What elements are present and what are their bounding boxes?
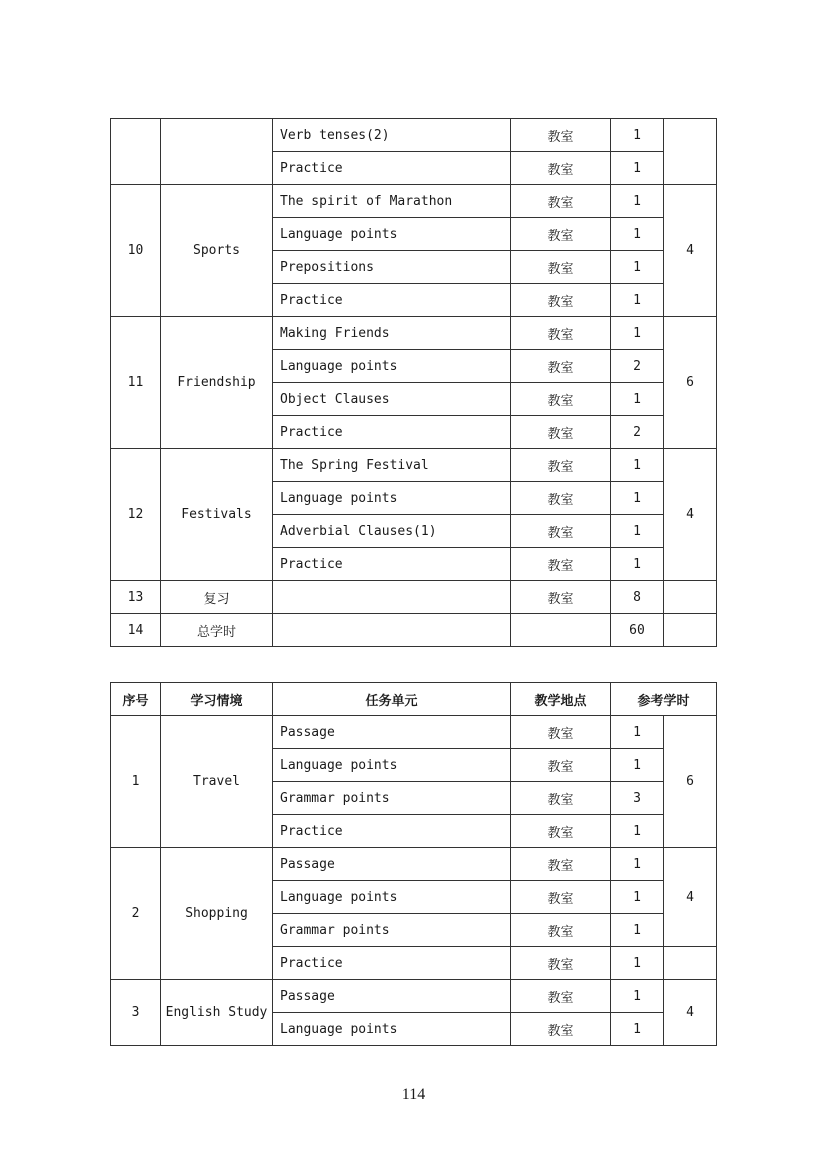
location-cell: 教室	[511, 350, 611, 383]
task-cell: Passage	[273, 980, 511, 1013]
task-cell: Language points	[273, 482, 511, 515]
location-cell: 教室	[511, 749, 611, 782]
review-row	[111, 581, 717, 614]
task-cell: Practice	[273, 815, 511, 848]
hours-cell: 8	[611, 581, 664, 614]
location-cell: 教室	[511, 449, 611, 482]
no-cell: 1	[111, 716, 161, 848]
scenario-cell: English Study	[161, 980, 273, 1046]
hours-cell: 1	[611, 152, 664, 185]
location-cell: 教室	[511, 482, 611, 515]
hours-cell: 1	[611, 251, 664, 284]
location-cell: 教室	[511, 515, 611, 548]
location-cell: 教室	[511, 914, 611, 947]
task-cell: The Spring Festival	[273, 449, 511, 482]
no-cell: 11	[111, 317, 161, 449]
task-cell	[273, 581, 511, 614]
no-cell	[111, 119, 161, 185]
page-number: 114	[401, 1086, 426, 1103]
hours-cell: 1	[611, 383, 664, 416]
hours-cell: 1	[611, 1013, 664, 1046]
hours-cell: 60	[611, 614, 664, 647]
location-cell: 教室	[511, 980, 611, 1013]
location-cell: 教室	[511, 152, 611, 185]
location-cell: 教室	[511, 284, 611, 317]
scenario-cell	[161, 119, 273, 185]
no-cell: 2	[111, 848, 161, 980]
task-cell: Practice	[273, 284, 511, 317]
location-cell: 教室	[511, 416, 611, 449]
location-cell: 教室	[511, 383, 611, 416]
location-cell: 教室	[511, 581, 611, 614]
task-cell: Grammar points	[273, 782, 511, 815]
total-cell: 4	[664, 980, 717, 1046]
total-cell	[664, 581, 717, 614]
total-cell: 6	[664, 317, 717, 449]
task-cell: Prepositions	[273, 251, 511, 284]
task-cell: Passage	[273, 716, 511, 749]
total-row	[111, 614, 717, 647]
header-hours: 参考学时	[611, 683, 717, 716]
location-cell: 教室	[511, 782, 611, 815]
location-cell: 教室	[511, 1013, 611, 1046]
header-row	[111, 683, 717, 716]
scenario-cell: Friendship	[161, 317, 273, 449]
task-cell: Practice	[273, 548, 511, 581]
location-cell: 教室	[511, 947, 611, 980]
scenario-cell: 复习	[161, 581, 273, 614]
task-cell: Verb tenses(2)	[273, 119, 511, 152]
hours-cell: 1	[611, 815, 664, 848]
table-row	[111, 185, 717, 218]
hours-cell: 1	[611, 317, 664, 350]
task-cell: Object Clauses	[273, 383, 511, 416]
task-cell: Language points	[273, 350, 511, 383]
no-cell: 14	[111, 614, 161, 647]
hours-cell: 1	[611, 449, 664, 482]
task-cell: The spirit of Marathon	[273, 185, 511, 218]
task-cell: Language points	[273, 749, 511, 782]
hours-cell: 1	[611, 119, 664, 152]
total-cell	[664, 614, 717, 647]
task-cell: Practice	[273, 152, 511, 185]
header-no: 序号	[111, 683, 161, 716]
total-cell: 4	[664, 449, 717, 581]
hours-cell: 1	[611, 716, 664, 749]
table-row	[111, 449, 717, 482]
task-cell: Practice	[273, 947, 511, 980]
location-cell: 教室	[511, 119, 611, 152]
scenario-cell: Travel	[161, 716, 273, 848]
task-cell: Making Friends	[273, 317, 511, 350]
total-cell: 6	[664, 716, 717, 848]
hours-cell: 1	[611, 881, 664, 914]
table-row	[111, 980, 717, 1013]
location-cell	[511, 614, 611, 647]
hours-cell: 1	[611, 218, 664, 251]
hours-cell: 1	[611, 848, 664, 881]
hours-cell: 1	[611, 548, 664, 581]
scenario-cell: Sports	[161, 185, 273, 317]
no-cell: 13	[111, 581, 161, 614]
hours-cell: 1	[611, 284, 664, 317]
header-scenario: 学习情境	[161, 683, 273, 716]
total-cell: 4	[664, 185, 717, 317]
header-location: 教学地点	[511, 683, 611, 716]
task-cell: Language points	[273, 218, 511, 251]
table-row	[111, 317, 717, 350]
table-row	[111, 716, 717, 749]
task-cell	[273, 614, 511, 647]
location-cell: 教室	[511, 317, 611, 350]
hours-cell: 1	[611, 185, 664, 218]
task-cell: Passage	[273, 848, 511, 881]
location-cell: 教室	[511, 185, 611, 218]
hours-cell: 2	[611, 416, 664, 449]
location-cell: 教室	[511, 815, 611, 848]
total-cell: 4	[664, 848, 717, 947]
hours-cell: 1	[611, 749, 664, 782]
task-cell: Grammar points	[273, 914, 511, 947]
total-cell	[664, 947, 717, 980]
schedule-table	[110, 682, 717, 1046]
hours-cell: 1	[611, 914, 664, 947]
header-task: 任务单元	[273, 683, 511, 716]
no-cell: 12	[111, 449, 161, 581]
task-cell: Practice	[273, 416, 511, 449]
total-cell	[664, 119, 717, 185]
table-row	[111, 848, 717, 881]
hours-cell: 1	[611, 980, 664, 1013]
scenario-cell: Shopping	[161, 848, 273, 980]
hours-cell: 1	[611, 515, 664, 548]
scenario-cell: 总学时	[161, 614, 273, 647]
location-cell: 教室	[511, 218, 611, 251]
location-cell: 教室	[511, 716, 611, 749]
hours-cell: 1	[611, 947, 664, 980]
schedule-table-continued	[110, 118, 717, 647]
location-cell: 教室	[511, 548, 611, 581]
no-cell: 3	[111, 980, 161, 1046]
task-cell: Adverbial Clauses(1)	[273, 515, 511, 548]
hours-cell: 1	[611, 482, 664, 515]
no-cell: 10	[111, 185, 161, 317]
location-cell: 教室	[511, 848, 611, 881]
scenario-cell: Festivals	[161, 449, 273, 581]
location-cell: 教室	[511, 251, 611, 284]
task-cell: Language points	[273, 881, 511, 914]
hours-cell: 2	[611, 350, 664, 383]
hours-cell: 3	[611, 782, 664, 815]
task-cell: Language points	[273, 1013, 511, 1046]
table-row	[111, 119, 717, 152]
location-cell: 教室	[511, 881, 611, 914]
